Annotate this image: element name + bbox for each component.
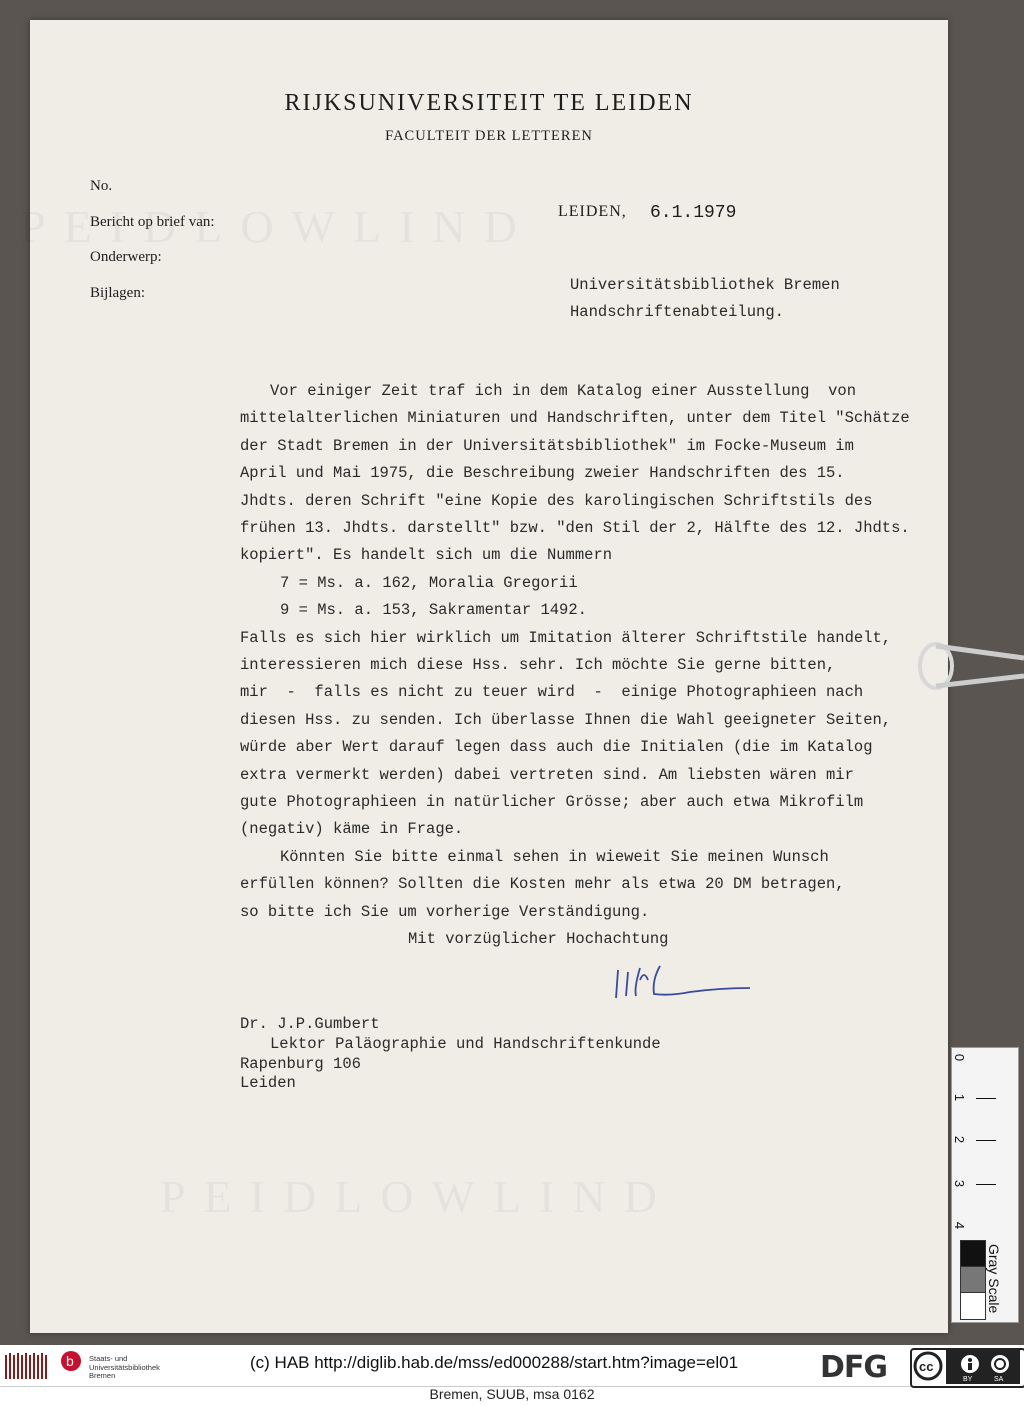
body-line: Jhdts. deren Schrift "eine Kopie des karolingischen Schriftstils des — [240, 491, 873, 510]
place-label: LEIDEN, — [558, 203, 627, 220]
body-line: würde aber Wert darauf legen dass auch die Initialen (die im Katalog — [240, 738, 873, 757]
body-line: gute Photographieen in natürlicher Grösse; aber auch etwa Mikrofilm — [240, 793, 864, 811]
sender-title: Lektor Paläographie und Handschriftenkunde — [270, 1035, 661, 1053]
body-line: 9 = Ms. a. 153, Sakramentar 1492. — [280, 601, 587, 620]
body-line: Könnten Sie bitte einmal sehen in wieweit Sie meinen Wunsch — [280, 847, 829, 866]
footer-bar — [0, 1345, 1024, 1387]
no-label: No. — [90, 178, 113, 194]
body-line: April und Mai 1975, die Beschreibung zweier Handschriften des 15. — [240, 464, 845, 483]
footer — [0, 1345, 1024, 1406]
library-name: Staats- und Universitätsbibliothek Bremen — [89, 1354, 160, 1380]
university-name: RIJKSUNIVERSITEIT TE LEIDEN — [284, 90, 694, 116]
body-line: mir - falls es nicht zu teuer wird - einige Photographieen nach — [240, 683, 864, 702]
scale-number: 4 — [952, 1221, 968, 1230]
image-permalink[interactable]: (c) HAB http://diglib.hab.de/mss/ed000288/start.htm?image=el01 — [250, 1353, 739, 1372]
onderwerp-label: Onderwerp: — [90, 249, 162, 265]
body-line: Falls es sich hier wirklich um Imitation älterer Schriftstile handelt, — [240, 628, 892, 647]
signature — [610, 960, 760, 1010]
body-line: so bitte ich Sie um vorherige Verständigung. — [240, 902, 650, 921]
scale-number: 2 — [952, 1135, 968, 1144]
bijlagen-label: Bijlagen: — [90, 285, 145, 301]
gray-patch-mid — [960, 1266, 986, 1294]
body-line: Vor einiger Zeit traf ich in dem Katalog einer Ausstellung von — [270, 382, 856, 400]
cc-by-sa-icon — [912, 1350, 1020, 1384]
body-line: (negativ) käme in Frage. — [240, 820, 464, 839]
sender-name: Dr. J.P.Gumbert — [240, 1015, 380, 1033]
cc-license-badge[interactable] — [910, 1348, 1024, 1388]
cc-sa-text: SA — [994, 1376, 1004, 1383]
scale-tick — [976, 1140, 996, 1141]
bericht-label: Bericht op brief van: — [90, 214, 215, 230]
paper-clip — [916, 636, 1024, 696]
body-line: 7 = Ms. a. 162, Moralia Gregorii — [280, 573, 578, 592]
svg-text:cc: cc — [919, 1359, 934, 1374]
gray-scale-label: Gray Scale — [986, 1244, 1002, 1314]
scale-number: 0 — [952, 1053, 968, 1062]
body-line: der Stadt Bremen in der Universitätsbibliothek" im Focke-Museum im — [240, 436, 854, 455]
body-line: Mit vorzüglicher Hochachtung — [408, 930, 669, 948]
body-line: mittelalterlichen Miniaturen und Handschriften, unter dem Titel "Schätze — [240, 409, 910, 428]
svg-text:b: b — [66, 1353, 74, 1369]
scale-tick — [976, 1184, 996, 1185]
scale-tick — [976, 1098, 996, 1099]
body-line: diesen Hss. zu senden. Ich überlasse Ihnen die Wahl geeigneter Seiten, — [240, 710, 892, 729]
body-line: extra vermerkt werden) dabei vertreten sind. Am liebsten wären mir — [240, 765, 854, 784]
recipient-line-2: Handschriftenabteilung. — [570, 303, 784, 321]
gray-patch-black — [960, 1240, 986, 1268]
body-line: erfüllen können? Sollten die Kosten mehr als etwa 20 DM betragen, — [240, 875, 845, 894]
library-logo[interactable] — [3, 1349, 187, 1383]
sender-street: Rapenburg 106 — [240, 1055, 361, 1073]
sender-city: Leiden — [240, 1074, 296, 1092]
body-line: interessieren mich diese Hss. sehr. Ich möchte Sie gerne bitten, — [240, 656, 836, 674]
faculty-name: FACULTEIT DER LETTEREN — [385, 128, 593, 144]
dfg-logo[interactable]: DFG — [820, 1350, 888, 1385]
gray-patch-white — [960, 1292, 986, 1320]
footer-caption: Bremen, SUUB, msa 0162 — [429, 1386, 595, 1402]
watermark-bottom — [160, 1170, 675, 1223]
scale-number: 1 — [952, 1093, 968, 1102]
body-line: kopiert". Es handelt sich um die Nummern — [240, 546, 613, 565]
body-line: frühen 13. Jhdts. darstellt" bzw. "den Stil der 2, Hälfte des 12. Jhdts. — [240, 519, 910, 537]
library-logo-icon — [3, 1349, 83, 1383]
letter-page — [30, 20, 948, 1333]
cc-by-text: BY — [963, 1376, 973, 1383]
gray-scale-ruler — [951, 1047, 1019, 1323]
recipient-line-1: Universitätsbibliothek Bremen — [570, 276, 840, 294]
letter-date: 6.1.1979 — [650, 203, 737, 223]
scale-number: 3 — [952, 1179, 968, 1188]
